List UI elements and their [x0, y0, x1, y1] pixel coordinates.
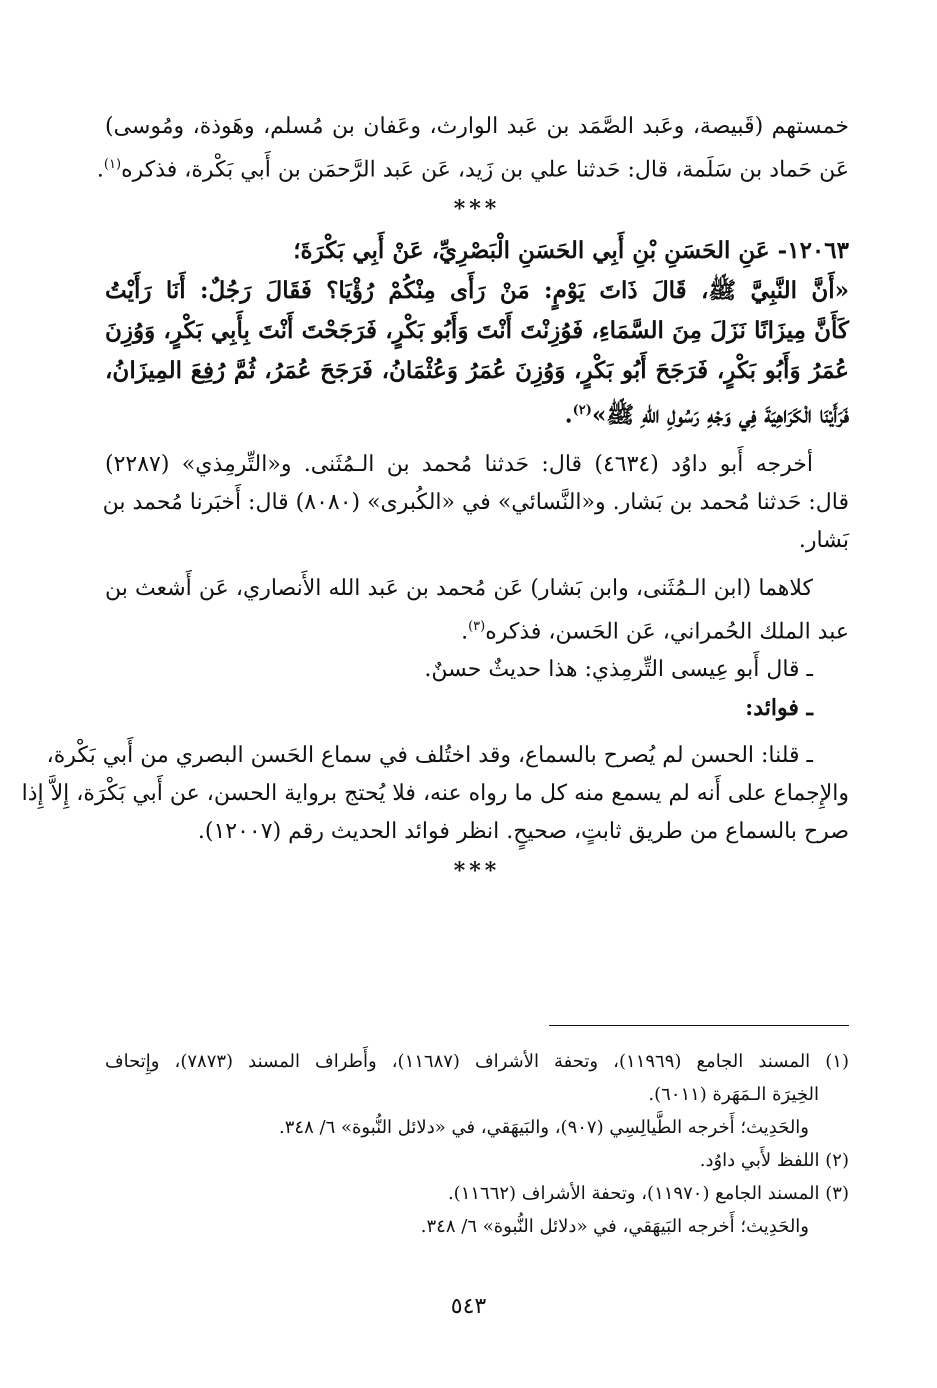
tirmidhi-grading: ـ قال أَبو عِيسى التِّرمِذي: هذا حديثٌ حسنٌ. — [424, 657, 813, 683]
section-separator: *** — [453, 858, 501, 885]
text-line: عبد الملك الحُمراني، عَن الحَسن، فذكره$^{(٣)}$. — [461, 618, 849, 645]
text-line: والإِجماع على أَنه لم يسمع منه كل ما رواه عنه، فلا يُحتج برواية الحسن، عن أَبي بَكْرَة، إِلاَّ إِذا — [21, 781, 849, 807]
hadith-text-line: فَرَأَيْنَا الْكَرَاهِيَةَ فِي وَجْهِ رَسُولِ اللهِ ﷺ»$^{(٢)}$. — [564, 401, 849, 429]
section-separator: *** — [453, 196, 501, 223]
hadith-text-content: فَرَأَيْنَا الْكَرَاهِيَةَ فِي وَجْهِ رَسُولِ اللهِ ﷺ» — [591, 401, 849, 429]
hadith-heading — [105, 231, 849, 271]
hadith-text-line: عُمَرُ وَأَبُو بَكْرٍ، فَرَجَحَ أَبُو بَكْرٍ، وَوُزِنَ عُمَرُ وَعُثْمَانُ، فَرَجَحَ عُمَرُ، ثُمَّ رُفِعَ المِيزَانُ، — [105, 357, 849, 385]
footnote-ref[interactable]: (١) — [103, 157, 122, 172]
benefits-heading: ـ فوائد: — [745, 695, 813, 722]
footnote-ref[interactable]: (٣) — [468, 618, 486, 634]
text-line: كلاهما (ابن الـمُثَنى، وابن بَشار) عَن مُحمد بن عَبد الله الأَنصاري، عَن أَشعث بن — [105, 575, 813, 601]
footnote-line: والحَدِيث؛ أَخرجه الطَّيالِسِي (٩٠٧)، والبَيهَقي، في «دلائل النُّبوة» ٦/ ٣٤٨. — [279, 1117, 809, 1138]
footnote-divider — [549, 1025, 849, 1026]
footnote-line: والحَدِيث؛ أَخرجه البَيهَقي، في «دلائل النُّبوة» ٦/ ٣٤٨. — [420, 1216, 809, 1237]
footnote-line: الخِيرَة الـمَهَرة (٦٠١١). — [648, 1084, 819, 1105]
text-line-content: عَن حَماد بن سَلَمة، قال: حَدثنا علي بن زَيد، عَن عَبد الرَّحمَن بن أَبي بَكْرة، فذكره — [121, 157, 849, 183]
text-line: خمستهم (قَبيصة، وعَبد الصَّمَد بن عَبد الوارث، وعَفان بن مُسلم، وهَوذة، ومُوسى) — [105, 114, 849, 139]
footnote-line: (٢) اللفظ لأَبي داوُد. — [699, 1150, 849, 1171]
text-line: أخرجه أَبو داوُد (٤٦٣٤) قال: حَدثنا مُحمد بن الـمُثَنى. و«التِّرمِذي» (٢٢٨٧) — [105, 451, 813, 477]
hadith-text-line: «أَنَّ النَّبِيَّ ﷺ، قَالَ ذَاتَ يَوْمٍ: مَنْ رَأَى مِنْكُمْ رُؤْيَا؟ فَقَالَ رَجُلٌ: أَنَا رَأَيْتُ — [105, 277, 849, 305]
hadith-number: ١٢٠٦٣- — [777, 237, 849, 265]
text-line: بَشار. — [798, 527, 849, 553]
page-number: ٥٤٣ — [450, 1294, 487, 1319]
footnote-ref[interactable]: (٢) — [572, 403, 592, 419]
hadith-chain: عَنِ الحَسَنِ بْنِ أَبِي الحَسَنِ الْبَصْرِيِّ، عَنْ أَبِي بَكْرَةَ؛ — [293, 237, 770, 265]
text-line-content: عبد الملك الحُمراني، عَن الحَسن، فذكره — [485, 619, 849, 645]
text-line: صرح بالسماع من طريق ثابتٍ، صحيحٍ. انظر فوائد الحديث رقم (١٢٠٠٧). — [197, 819, 849, 845]
footnote-line: (٣) المسند الجامع (١١٩٧٠)، وتحفة الأشراف (١١٦٦٢). — [447, 1183, 849, 1204]
main-text — [21, 108, 849, 893]
hadith-text-line: كَأَنَّ مِيزَانًا نَزَلَ مِنَ السَّمَاءِ، فَوُزِنْتَ أَنْتَ وَأَبُو بَكْرٍ، فَرَجَحْتَ أَنْتَ بِأَبِي بَكْرٍ، وَوُزِنَ — [105, 317, 849, 345]
text-line: قال: حَدثنا مُحمد بن بَشار. و«النَّسائي» في «الكُبرى» (٨٠٨٠) قال: أَخبَرنا مُحمد بن — [102, 489, 849, 515]
text-line: ـ قلنا: الحسن لم يُصرح بالسماع، وقد اختُلف في سماع الحَسن البصري من أَبي بَكْرة، — [46, 743, 813, 769]
footnote-line: (١) المسند الجامع (١١٩٦٩)، وتحفة الأشراف (١١٦٨٧)، وأَطراف المسند (٧٨٧٣)، وإِتحاف — [105, 1051, 849, 1072]
footnotes — [105, 1045, 849, 1243]
text-line: عَن حَماد بن سَلَمة، قال: حَدثنا علي بن زَيد، عَن عَبد الرَّحمَن بن أَبي بَكْرة، فذكره$^{(١)}$. — [96, 157, 849, 183]
